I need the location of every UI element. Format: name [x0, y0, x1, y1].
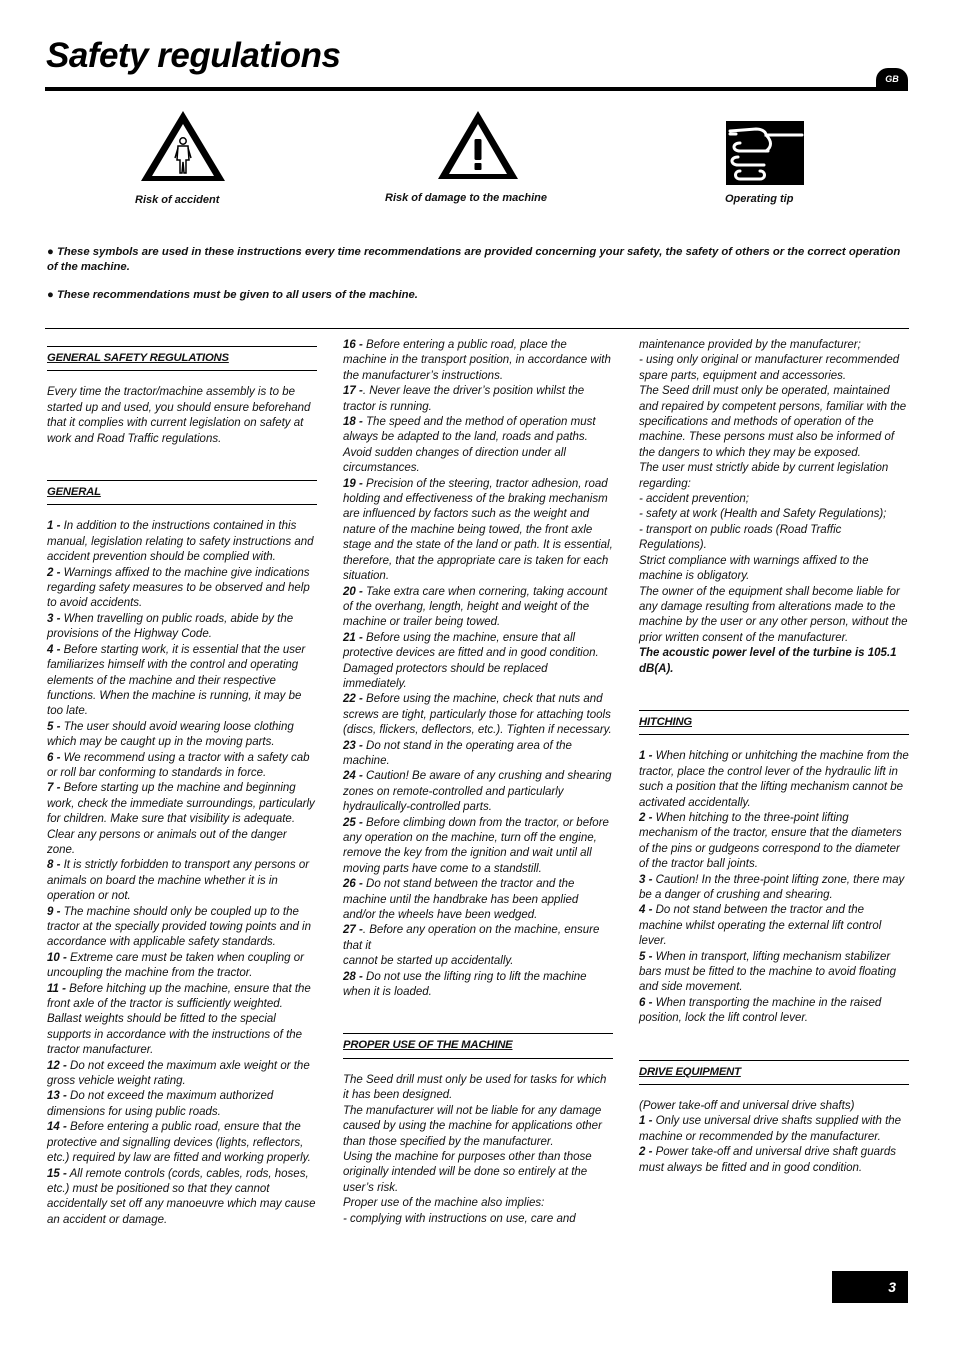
text-line: - complying with instructions on use, care and: [343, 1212, 576, 1225]
item-text: Power take-off and universal drive shaft guards must always be fitted and in good condition.: [639, 1146, 896, 1174]
drive-equipment-items: [639, 1114, 909, 1176]
symbol-label-damage: Risk of damage to the machine: [385, 192, 547, 204]
item-number: 23 -: [343, 739, 363, 752]
numbered-item: [47, 951, 317, 982]
bullet-icon: ●: [47, 289, 54, 301]
numbered-item: [639, 903, 909, 949]
item-text: Do not stand between the tractor and the machine until the handbrake has been applied and/or the wheels have been wedged.: [343, 878, 579, 922]
numbered-item: [47, 519, 317, 565]
column-1: [47, 338, 317, 1228]
text-line: The Seed drill must only be used for tasks for which it has been designed.: [343, 1073, 607, 1102]
numbered-item: [343, 923, 613, 969]
section-heading-proper-use: PROPER USE OF THE MACHINE: [343, 1033, 613, 1058]
pointing-hand-icon: [726, 121, 804, 185]
item-text: The user should avoid wearing loose clothing which may be caught up in the moving parts.: [47, 720, 294, 749]
item-number: 3 -: [47, 612, 61, 625]
item-text: The speed and the method of operation must always be adapted to the land, roads and paths. Avoid sudden changes of direction under all circumstances.: [343, 416, 596, 475]
numbered-item: [47, 566, 317, 612]
item-number: 15 -: [47, 1167, 67, 1180]
numbered-item: [639, 996, 909, 1027]
numbered-item: [639, 1145, 909, 1176]
item-text: When travelling on public roads, abide by the provisions of the Highway Code.: [47, 612, 294, 641]
column-3: [639, 338, 909, 1176]
section-heading-general-safety: GENERAL SAFETY REGULATIONS: [47, 346, 317, 371]
item-number: 9 -: [47, 905, 61, 918]
item-number: 20 -: [343, 585, 363, 598]
general-items-list: [47, 519, 317, 1228]
numbered-item: [343, 739, 613, 770]
item-number: 8 -: [47, 859, 61, 872]
text-line: - accident prevention;: [639, 493, 749, 506]
item-number: 17 -: [343, 385, 363, 398]
numbered-item: [639, 1114, 909, 1145]
item-text: Take extra care when cornering, taking account of the overhang, length, height and weight of the machine or trailer being towed.: [343, 585, 608, 629]
numbered-item: [47, 905, 317, 951]
language-badge: GB: [876, 68, 908, 90]
item-number: 1 -: [639, 750, 653, 763]
numbered-item: [639, 873, 909, 904]
person-warning-icon: [138, 108, 228, 184]
item-text: Before climbing down from the tractor, or before any operation on the machine, turn off the engine, remove the key from the ignition and wait until all moving parts have come to a standstill.: [343, 816, 609, 875]
symbol-label-tip: Operating tip: [725, 193, 794, 205]
item-text: When hitching to the three-point lifting mechanism of the tractor, ensure that the diameters of the pins or gudgeons correspond to the diameter of the tractor ball joints.: [639, 811, 902, 871]
item-number: 19 -: [343, 477, 363, 490]
item-text: When hitching or unhitching the machine from the tractor, place the control lever of the hydraulic lift in such a position that the lifting mechanism cannot be activated accidentally.: [639, 750, 909, 809]
page-number: 3: [832, 1271, 908, 1303]
item-text: Before entering a public road, place the machine in the transport position, in accordance with the manufacturer’s instructions.: [343, 339, 611, 382]
text-line: The owner of the equipment shall become liable for any damage resulting from alterations made to the machine by the user or any other person, without the prior written consent of the manufacturer.: [639, 585, 908, 644]
general-safety-text: Every time the tractor/machine assembly is to be started up and used, you should ensure beforehand that it complies with current legislation on safety at work and Road Traffic regulations.: [47, 386, 311, 445]
item-number: 22 -: [343, 693, 363, 706]
text-line: Using the machine for purposes other than those originally intended will be done so entirely at the user’s risk.: [343, 1150, 592, 1194]
item-text: . Never leave the driver’s position whilst the tractor is running.: [343, 385, 585, 413]
item-text: Caution! Be aware of any crushing and shearing zones on remote-controlled and particularly hydraulically-controlled parts.: [343, 770, 612, 814]
intro-paragraph-2: ● These recommendations must be given to all users of the machine.: [47, 289, 418, 301]
numbered-item: [343, 477, 613, 585]
numbered-item: [47, 858, 317, 904]
text-line: - transport on public roads (Road Traffic Regulations).: [639, 523, 842, 552]
item-text: Before hitching up the machine, ensure that the front axle of the tractor is sufficiently weighted. Ballast weights should be fitted to the special supports in accordance with the instructions of the tractor manufacturer.: [47, 982, 311, 1057]
item-number: 1 -: [639, 1115, 653, 1128]
item-number: 14 -: [47, 1121, 67, 1134]
item-number: 28 -: [343, 970, 363, 983]
column-2: [343, 338, 613, 1227]
item-text: Before starting work, it is essential that the user familiarizes himself with the control and operating elements of the machine and their respective functions. When the machine is running, it may be too late.: [47, 643, 306, 718]
item-text: In addition to the instructions contained in this manual, legislation relating to safety instructions and accident prevention should be complied with.: [47, 520, 314, 564]
item-number: 21 -: [343, 631, 363, 644]
exclamation-warning-icon: [435, 108, 521, 182]
item-number: 6 -: [47, 751, 61, 764]
item-number: 10 -: [47, 951, 67, 964]
text-line: Proper use of the machine also implies:: [343, 1197, 545, 1210]
item-text: Only use universal drive shafts supplied with the machine or recommended by the manufacturer.: [639, 1115, 902, 1143]
symbol-label-accident: Risk of accident: [135, 194, 220, 206]
item-number: 18 -: [343, 416, 363, 429]
text-line: Strict compliance with warnings affixed to the machine is obligatory.: [639, 554, 869, 583]
item-text: Do not stand between the tractor and the machine whilst operating the external lift control lever.: [639, 904, 882, 948]
numbered-item: [639, 950, 909, 996]
hitching-items-list: [639, 749, 909, 1026]
numbered-item: [343, 816, 613, 878]
numbered-item: [343, 970, 613, 1001]
numbered-item: [47, 643, 317, 720]
item-number: 5 -: [47, 720, 61, 733]
item-text: Warnings affixed to the machine give indications regarding safety measures to be observed and help to avoid accidents.: [47, 566, 310, 610]
text-line: - using only original or manufacturer recommended spare parts, equipment and accessories.: [639, 354, 900, 382]
general-items-continued: [343, 338, 613, 1000]
item-number: 24 -: [343, 770, 363, 783]
numbered-item: [343, 769, 613, 815]
numbered-item: [343, 631, 613, 693]
item-text: The machine should only be coupled up to the tractor at the specially provided towing points and in accordance with applicable safety standards.: [47, 905, 312, 949]
numbered-item: [343, 692, 613, 738]
item-number: 27 -: [343, 924, 363, 937]
text-line: The user must strictly abide by current legislation regarding:: [639, 462, 889, 490]
section-heading-general: GENERAL: [47, 480, 317, 505]
item-text: Before starting up the machine and beginning work, check the immediate surroundings, particularly for children. Make sure that visibility is adequate. Clear any persons or animals out of the danger zone.: [47, 782, 315, 856]
numbered-item: [639, 749, 909, 811]
item-text: All remote controls (cords, cables, rods, hoses, etc.) must be positioned so that they cannot accidentally set off any manoeuvre which may cause an accident or damage.: [47, 1167, 316, 1226]
item-text: Caution! In the three-point lifting zone, there may be a danger of crushing and shearing.: [639, 873, 905, 901]
text-line: The Seed drill must only be operated, maintained and repaired by competent persons, familiar with the specifications and methods of operation of the machine. These persons must also be informed of the dangers to which they may be exposed.: [639, 385, 907, 459]
item-number: 2 -: [639, 1146, 653, 1159]
item-number: 25 -: [343, 816, 363, 829]
proper-use-text: [343, 1073, 613, 1227]
item-number: 7 -: [47, 782, 61, 795]
item-text: When transporting the machine in the raised position, lock the lift control lever.: [639, 996, 882, 1025]
text-line: - safety at work (Health and Safety Regulations);: [639, 508, 887, 521]
item-number: 13 -: [47, 1090, 67, 1103]
section-heading-drive-equipment: DRIVE EQUIPMENT: [639, 1060, 909, 1085]
text-line: maintenance provided by the manufacturer;: [639, 339, 861, 351]
proper-use-continued: [639, 338, 909, 646]
numbered-item: [343, 585, 613, 631]
numbered-item: [639, 811, 909, 873]
bullet-icon: ●: [47, 246, 54, 258]
item-text: Precision of the steering, tractor adhesion, road holding and effectiveness of the braking mechanism are influenced by factors such as the weight and nature of the machine being towed, the front axle stage and the state of the land or path. It is essential, therefore, that the appropriate care is taken for each situation.: [343, 477, 613, 583]
numbered-item: [343, 338, 613, 384]
numbered-item: [343, 415, 613, 477]
section-heading-hitching: HITCHING: [639, 710, 909, 735]
item-text: Before using the machine, ensure that all protective devices are fitted and in good condition. Damaged protectors should be replaced immediately.: [343, 631, 599, 690]
numbered-item: [343, 384, 613, 415]
item-number: 26 -: [343, 878, 363, 891]
item-text: Before entering a public road, ensure that the protective and signalling devices (lights, reflectors, etc.) required by law are fitted and working properly.: [47, 1121, 311, 1165]
numbered-item: [47, 1059, 317, 1090]
item-number: 12 -: [47, 1059, 67, 1072]
intro-paragraph-1: ● These symbols are used in these instructions every time recommendations are provided concerning your safety, the safety of others or the correct operation of the machine.: [47, 246, 901, 273]
item-text: Do not stand in the operating area of the machine.: [343, 739, 572, 767]
item-text: We recommend using a tractor with a safety cab or roll bar conforming to standards in force.: [47, 751, 310, 779]
item-text: Do not exceed the maximum authorized dimensions for using public roads.: [47, 1090, 274, 1118]
item-number: 16 -: [343, 339, 363, 351]
title-rule: [45, 87, 908, 91]
page-title: Safety regulations: [46, 36, 341, 75]
numbered-item: [343, 877, 613, 923]
item-number: 11 -: [47, 982, 66, 995]
item-text: When in transport, lifting mechanism stabilizer bars must be fitted to the machine to avoid floating and side movement.: [639, 950, 896, 994]
item-text: Extreme care must be taken when coupling or uncoupling the machine from the tractor.: [47, 951, 304, 980]
item-text: Do not exceed the maximum axle weight or the gross vehicle weight rating.: [47, 1059, 310, 1088]
numbered-item: [47, 720, 317, 751]
numbered-item: [47, 982, 317, 1059]
numbered-item: [47, 1089, 317, 1120]
item-text: Do not use the lifting ring to lift the machine when it is loaded.: [343, 970, 587, 999]
numbered-item: [47, 1120, 317, 1166]
item-number: 4 -: [47, 643, 61, 656]
numbered-item: [47, 751, 317, 782]
item-text: . Before any operation on the machine, ensure that it cannot be started up accidentally.: [343, 924, 600, 968]
item-number: 3 -: [639, 873, 653, 886]
drive-equipment-intro: (Power take-off and universal drive shafts): [639, 1100, 855, 1113]
item-number: 2 -: [47, 566, 61, 579]
item-number: 4 -: [639, 904, 653, 917]
item-text: Before using the machine, check that nuts and screws are tight, particularly those for attaching tools (discs, flickers, deflectors, etc.). Tighten if necessary.: [343, 693, 612, 737]
item-number: 6 -: [639, 996, 653, 1009]
item-number: 2 -: [639, 811, 653, 824]
acoustic-power-note: The acoustic power level of the turbine is 105.1 dB(A).: [639, 647, 897, 675]
text-line: The manufacturer will not be liable for any damage caused by using the machine for applications other than those specified by the manufacturer.: [343, 1104, 602, 1148]
numbered-item: [47, 781, 317, 858]
section-separator: [45, 328, 909, 329]
numbered-item: [47, 612, 317, 643]
item-text: It is strictly forbidden to transport any persons or animals on board the machine whether it is in operation or not.: [47, 859, 310, 903]
item-number: 1 -: [47, 520, 61, 533]
numbered-item: [47, 1167, 317, 1229]
item-number: 5 -: [639, 950, 653, 963]
